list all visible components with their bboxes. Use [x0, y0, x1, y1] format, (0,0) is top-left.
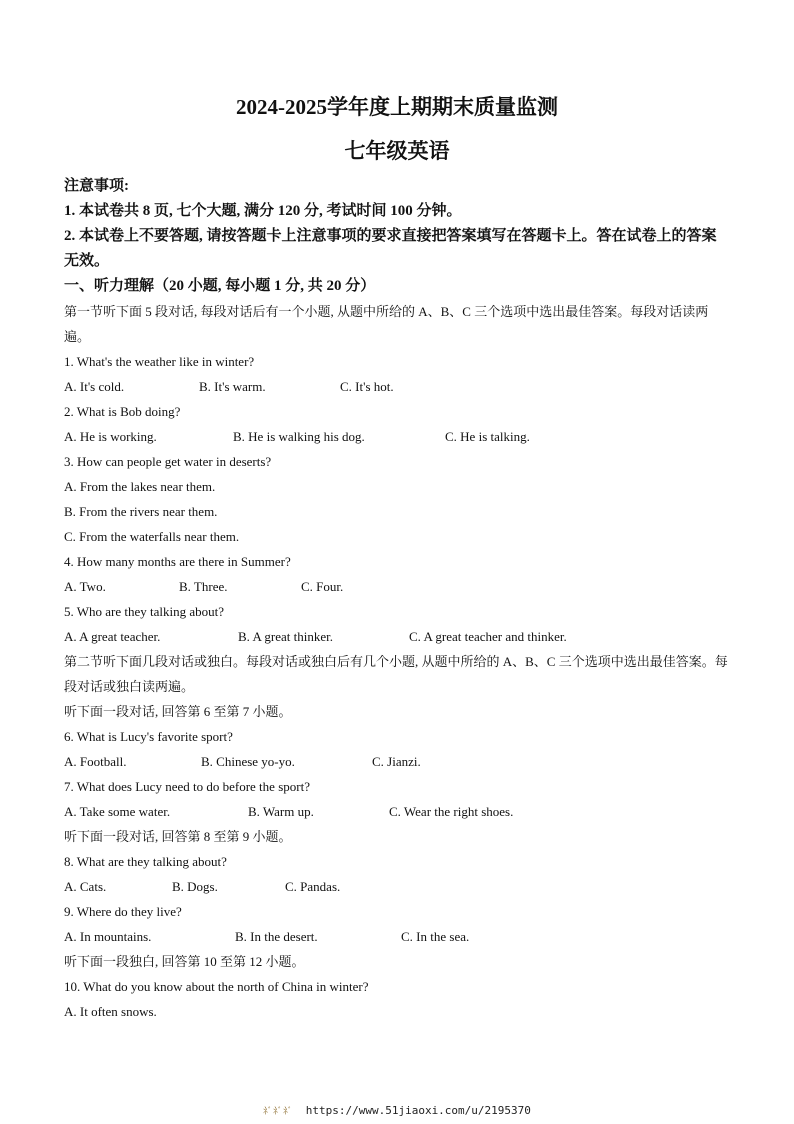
- exam-page: [64, 92, 730, 1024]
- question-options: [64, 374, 730, 399]
- question-stem: 3. How can people get water in deserts?: [64, 454, 272, 469]
- listening-instruction: 听下面一段对话, 回答第 8 至第 9 小题。: [64, 829, 292, 844]
- question-options: [64, 799, 730, 824]
- option-c: C. Four.: [301, 579, 344, 594]
- option-a: A. From the lakes near them.: [64, 479, 216, 494]
- option-b: B. Chinese yo-yo.: [201, 754, 295, 769]
- option-b: B. A great thinker.: [238, 629, 333, 644]
- exam-subtitle: 七年级英语: [344, 139, 450, 163]
- option-a: A. A great teacher.: [64, 629, 161, 644]
- notice-item: 2. 本试卷上不要答题, 请按答题卡上注意事项的要求直接把答案填写在答题卡上。答在试卷上的答案无效。: [64, 228, 717, 269]
- part1-instructions: 第一节听下面 5 段对话, 每段对话后有一个小题, 从题中所给的 A、B、C 三个选项中选出最佳答案。每段对话读两遍。: [64, 304, 709, 344]
- option-a: A. Two.: [64, 579, 106, 594]
- question-stem: 10. What do you know about the north of China in winter?: [64, 979, 369, 994]
- listening-instruction: 听下面一段对话, 回答第 6 至第 7 小题。: [64, 704, 292, 719]
- question-options: [64, 424, 730, 449]
- footer-watermark: [0, 1104, 794, 1117]
- question-stem: 4. How many months are there in Summer?: [64, 554, 291, 569]
- option-b: B. He is walking his dog.: [233, 429, 365, 444]
- question-options: [64, 924, 730, 949]
- option-c: C. It's hot.: [340, 379, 394, 394]
- watermark-logo: ﾈﾞﾈﾞﾈﾞ: [263, 1107, 294, 1117]
- question-options: [64, 574, 730, 599]
- option-b: B. Three.: [179, 579, 228, 594]
- option-c: C. He is talking.: [445, 429, 530, 444]
- listening-instruction: 听下面一段独白, 回答第 10 至第 12 小题。: [64, 954, 305, 969]
- notice-item: 1. 本试卷共 8 页, 七个大题, 满分 120 分, 考试时间 100 分钟。: [64, 203, 462, 219]
- question-stem: 7. What does Lucy need to do before the sport?: [64, 779, 310, 794]
- footer-url[interactable]: https://www.51jiaoxi.com/u/2195370: [305, 1104, 531, 1117]
- notice-heading: 注意事项:: [64, 178, 129, 194]
- option-c: C. Pandas.: [285, 879, 341, 894]
- option-a: A. It's cold.: [64, 379, 125, 394]
- question-stem: 6. What is Lucy's favorite sport?: [64, 729, 233, 744]
- option-c: C. Wear the right shoes.: [389, 804, 514, 819]
- option-b: B. In the desert.: [235, 929, 318, 944]
- option-a: A. Cats.: [64, 879, 107, 894]
- question-options: [64, 874, 730, 899]
- option-a: A. Take some water.: [64, 804, 171, 819]
- exam-title: 2024-2025学年度上期期末质量监测: [236, 95, 558, 119]
- option-b: B. Warm up.: [248, 804, 314, 819]
- option-b: B. Dogs.: [172, 879, 218, 894]
- question-options: [64, 624, 730, 649]
- question-stem: 8. What are they talking about?: [64, 854, 227, 869]
- option-a: A. Football.: [64, 754, 127, 769]
- question-stem: 9. Where do they live?: [64, 904, 182, 919]
- option-c: C. A great teacher and thinker.: [409, 629, 567, 644]
- question-options: [64, 749, 730, 774]
- option-a: A. In mountains.: [64, 929, 152, 944]
- option-a: A. It often snows.: [64, 1004, 157, 1019]
- option-c: C. From the waterfalls near them.: [64, 529, 240, 544]
- option-c: C. Jianzi.: [372, 754, 421, 769]
- part2-instructions: 第二节听下面几段对话或独白。每段对话或独白后有几个小题, 从题中所给的 A、B、C 三个选项中选出最佳答案。每段对话或独白读两遍。: [64, 654, 728, 694]
- option-a: A. He is working.: [64, 429, 157, 444]
- option-b: B. It's warm.: [199, 379, 266, 394]
- option-b: B. From the rivers near them.: [64, 504, 218, 519]
- question-stem: 1. What's the weather like in winter?: [64, 354, 255, 369]
- question-stem: 5. Who are they talking about?: [64, 604, 225, 619]
- option-c: C. In the sea.: [401, 929, 470, 944]
- question-stem: 2. What is Bob doing?: [64, 404, 181, 419]
- section-heading: 一、听力理解（20 小题, 每小题 1 分, 共 20 分）: [64, 278, 376, 294]
